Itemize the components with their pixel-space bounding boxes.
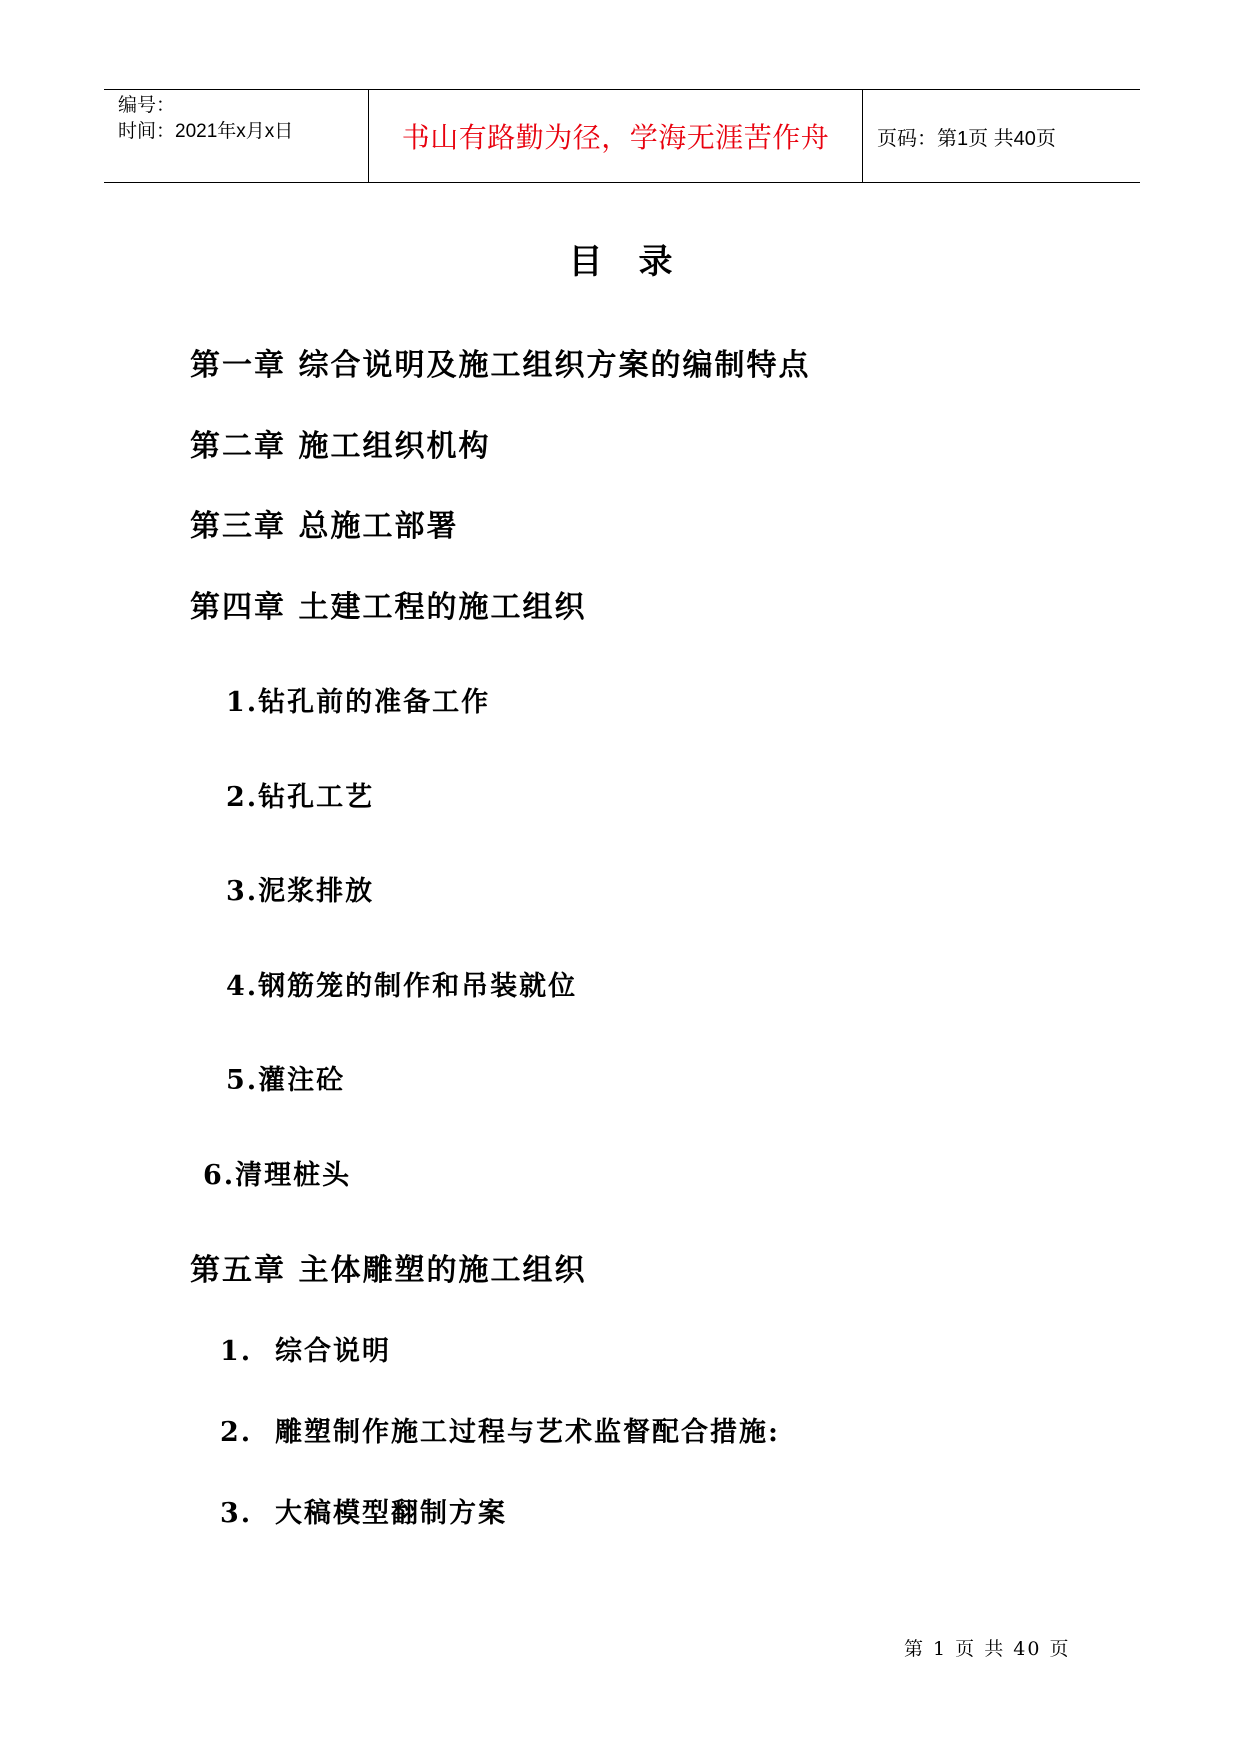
header-page-cell — [863, 90, 1139, 182]
header-meta-cell — [104, 90, 369, 182]
toc-section-4-6: 6.清理桩头 — [203, 1160, 352, 1191]
time-label: 时间：2021年x月x日 — [118, 121, 294, 142]
header-motto: 书山有路勤为径，学海无涯苦作舟 — [401, 121, 830, 154]
toc-section-5-1: 1. 综合说明 — [220, 1336, 391, 1367]
toc-chapter-1: 第一章 综合说明及施工组织方案的编制特点 — [190, 348, 811, 383]
toc-chapter-2: 第二章 施工组织机构 — [190, 429, 491, 464]
header-motto-cell — [369, 90, 863, 182]
toc-title: 目录 — [568, 242, 709, 282]
toc-section-4-4: 4.钢筋笼的制作和吊装就位 — [226, 971, 578, 1002]
toc-section-4-1: 1.钻孔前的准备工作 — [226, 687, 491, 718]
toc-chapter-4: 第四章 土建工程的施工组织 — [190, 590, 587, 625]
page-footer: 第 1 页 共 40 页 — [904, 1638, 1071, 1660]
header-page-info: 页码：第1页 共40页 — [877, 127, 1056, 150]
toc-section-5-2: 2. 雕塑制作施工过程与艺术监督配合措施: — [220, 1417, 780, 1448]
toc-chapter-5: 第五章 主体雕塑的施工组织 — [190, 1253, 587, 1288]
serial-number-label: 编号： — [118, 95, 176, 116]
toc-section-4-5: 5.灌注砼 — [226, 1065, 346, 1096]
toc-section-4-2: 2.钻孔工艺 — [226, 782, 375, 813]
toc-section-5-3: 3. 大稿模型翻制方案 — [220, 1498, 507, 1529]
toc-chapter-3: 第三章 总施工部署 — [190, 509, 459, 544]
document-header — [104, 89, 1140, 183]
toc-section-4-3: 3.泥浆排放 — [226, 876, 375, 907]
